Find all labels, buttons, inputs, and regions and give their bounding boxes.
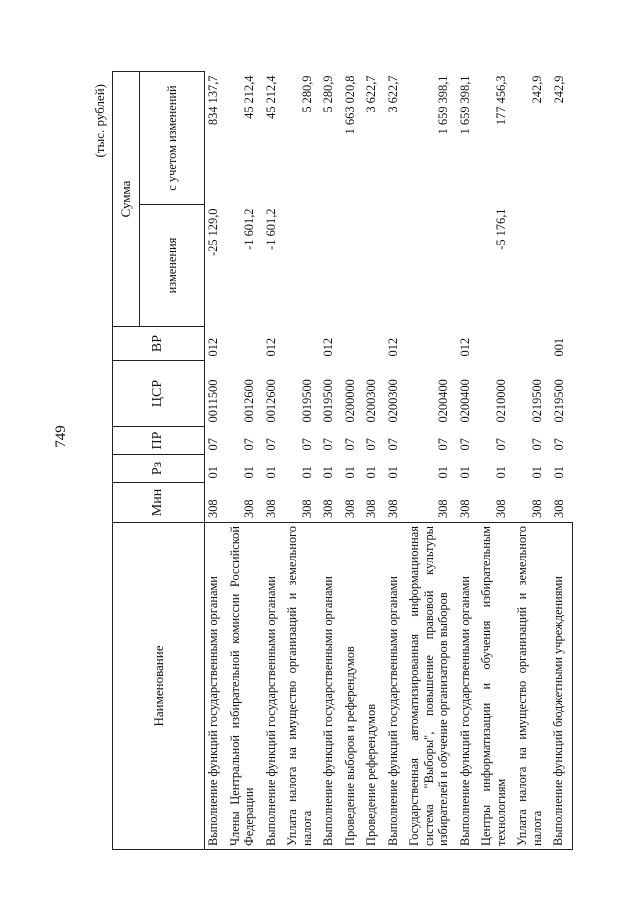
- rotated-page-content: [92, 72, 568, 850]
- table-row: [320, 72, 342, 850]
- row-rz: 01: [364, 466, 378, 479]
- row-min: 308: [529, 499, 544, 518]
- row-change: -1 601,2: [242, 208, 256, 250]
- row-rz: 01: [551, 466, 566, 479]
- row-name: Выполнение функций государственными органами: [457, 523, 479, 850]
- row-csr: 0200400: [436, 379, 450, 423]
- row-vr: [406, 327, 457, 361]
- row-change: [320, 205, 342, 327]
- row-rz: 01: [242, 466, 256, 479]
- row-csr: 0200300: [385, 379, 400, 423]
- row-rz: 01: [206, 466, 220, 479]
- row-min: 308: [457, 499, 472, 518]
- row-vr: [363, 327, 385, 361]
- row-pr: 07: [457, 438, 472, 451]
- row-csr: 0012600: [263, 379, 278, 423]
- row-total: 834 137,7: [206, 75, 220, 126]
- row-name: Выполнение функций государственными органами: [320, 523, 342, 850]
- header-pr: ПР: [113, 427, 205, 455]
- row-pr: 07: [299, 438, 314, 451]
- row-total: 5 280,9: [299, 75, 314, 113]
- row-change: [514, 205, 550, 327]
- row-total: 5 280,9: [321, 75, 335, 113]
- row-name: Члены Центральной избирательной комиссии Российской Федерации: [227, 523, 263, 850]
- row-pr: 07: [436, 438, 450, 451]
- row-rz: 01: [385, 466, 400, 479]
- table-row: [342, 72, 364, 850]
- header-csr: ЦСР: [113, 361, 205, 427]
- row-pr: 07: [206, 438, 220, 451]
- row-change: -5 176,1: [493, 208, 508, 250]
- row-pr: 07: [342, 438, 357, 451]
- units-label: (тыс. рублей): [92, 84, 107, 158]
- row-pr: 07: [321, 438, 335, 451]
- row-pr: 07: [529, 438, 544, 451]
- row-total: 1 663 020,8: [342, 75, 357, 135]
- row-name: Выполнение функций государственными органами: [263, 523, 285, 850]
- row-vr: 012: [263, 337, 278, 357]
- row-csr: 0019500: [321, 379, 335, 423]
- header-sum: Сумма: [113, 72, 140, 327]
- row-pr: 07: [551, 438, 566, 451]
- header-name: Наименование: [113, 523, 205, 850]
- row-csr: 0219500: [551, 379, 566, 423]
- row-csr: 0200000: [342, 379, 357, 423]
- row-change: [342, 205, 364, 327]
- table-row: [205, 72, 227, 850]
- row-vr: [227, 327, 263, 361]
- row-rz: 01: [263, 466, 278, 479]
- row-change: [550, 205, 572, 327]
- row-change: [284, 205, 320, 327]
- row-name: Выполнение функций государственными органами: [205, 523, 227, 850]
- row-vr: [514, 327, 550, 361]
- row-vr: 012: [385, 337, 400, 357]
- row-min: 308: [385, 499, 400, 518]
- row-rz: 01: [321, 466, 335, 479]
- row-pr: 07: [242, 438, 256, 451]
- row-min: 308: [436, 499, 450, 518]
- row-vr: 012: [321, 337, 335, 357]
- row-min: 308: [342, 499, 357, 518]
- row-name: Уплата налога на имущество организаций и земельного налога: [284, 523, 320, 850]
- table-row: [550, 72, 572, 850]
- row-rz: 01: [529, 466, 544, 479]
- row-pr: 07: [385, 438, 400, 451]
- table-row: [478, 72, 514, 850]
- row-csr: 0012600: [242, 379, 256, 423]
- row-min: 308: [364, 499, 378, 518]
- table-row: [385, 72, 407, 850]
- row-min: 308: [299, 499, 314, 518]
- row-total: 45 212,4: [242, 75, 256, 119]
- table-row: [363, 72, 385, 850]
- row-rz: 01: [299, 466, 314, 479]
- row-csr: 0219500: [529, 379, 544, 423]
- row-csr: 0019500: [299, 379, 314, 423]
- row-min: 308: [321, 499, 335, 518]
- row-csr: 0011500: [206, 379, 220, 423]
- row-min: 308: [493, 499, 508, 518]
- row-total: 3 622,7: [385, 75, 400, 113]
- row-rz: 01: [457, 466, 472, 479]
- header-with-changes: с учетом изменений: [140, 72, 205, 205]
- row-vr: [478, 327, 514, 361]
- table-row: [227, 72, 263, 850]
- row-rz: 01: [493, 466, 508, 479]
- row-total: 3 622,7: [364, 75, 378, 113]
- row-name: Государственная автоматизированная информационная система "Выборы", повышение правовой культуры избирателей и обучение организаторов выборов: [406, 523, 457, 850]
- row-min: 308: [206, 499, 220, 518]
- row-min: 308: [263, 499, 278, 518]
- row-change: -1 601,2: [263, 208, 278, 250]
- row-csr: 0200400: [457, 379, 472, 423]
- row-vr: 012: [206, 337, 220, 357]
- row-vr: [284, 327, 320, 361]
- row-name: Выполнение функций бюджетными учреждениями: [550, 523, 572, 850]
- row-change: [457, 205, 479, 327]
- row-change: [406, 205, 457, 327]
- row-name: Выполнение функций государственными органами: [385, 523, 407, 850]
- row-name: Уплата налога на имущество организаций и земельного налога: [514, 523, 550, 850]
- header-vr: ВР: [113, 327, 205, 361]
- row-name: Проведение выборов и референдумов: [342, 523, 364, 850]
- table-header: [113, 72, 205, 850]
- row-total: 45 212,4: [263, 75, 278, 119]
- row-vr: 012: [457, 337, 472, 357]
- row-total: 242,9: [551, 75, 566, 104]
- row-change: -25 129,0: [206, 208, 220, 256]
- row-pr: 07: [493, 438, 508, 451]
- header-changes: изменения: [140, 205, 205, 327]
- row-pr: 07: [364, 438, 378, 451]
- row-name: Проведение референдумов: [363, 523, 385, 850]
- row-rz: 01: [436, 466, 450, 479]
- row-pr: 07: [263, 438, 278, 451]
- row-total: 242,9: [529, 75, 544, 104]
- header-min: Мин: [113, 483, 205, 523]
- row-total: 1 659 398,1: [457, 75, 472, 135]
- table-row: [457, 72, 479, 850]
- row-total: 1 659 398,1: [436, 75, 450, 135]
- row-name: Центры информатизации и обучения избирательным технологиям: [478, 523, 514, 850]
- row-vr: 001: [551, 337, 566, 357]
- budget-table: [112, 71, 573, 850]
- table-body: [205, 72, 573, 850]
- row-change: [363, 205, 385, 327]
- row-min: 308: [242, 499, 256, 518]
- header-rz: Рз: [113, 455, 205, 483]
- row-total: 177 456,3: [493, 75, 508, 126]
- table-row: [263, 72, 285, 850]
- table-row: [406, 72, 457, 850]
- row-csr: 0200300: [364, 379, 378, 423]
- table-row: [284, 72, 320, 850]
- row-csr: 0210000: [493, 379, 508, 423]
- row-min: 308: [551, 499, 566, 518]
- row-change: [385, 205, 407, 327]
- row-vr: [342, 327, 364, 361]
- row-rz: 01: [342, 466, 357, 479]
- table-row: [514, 72, 550, 850]
- page-number: 749: [52, 425, 69, 448]
